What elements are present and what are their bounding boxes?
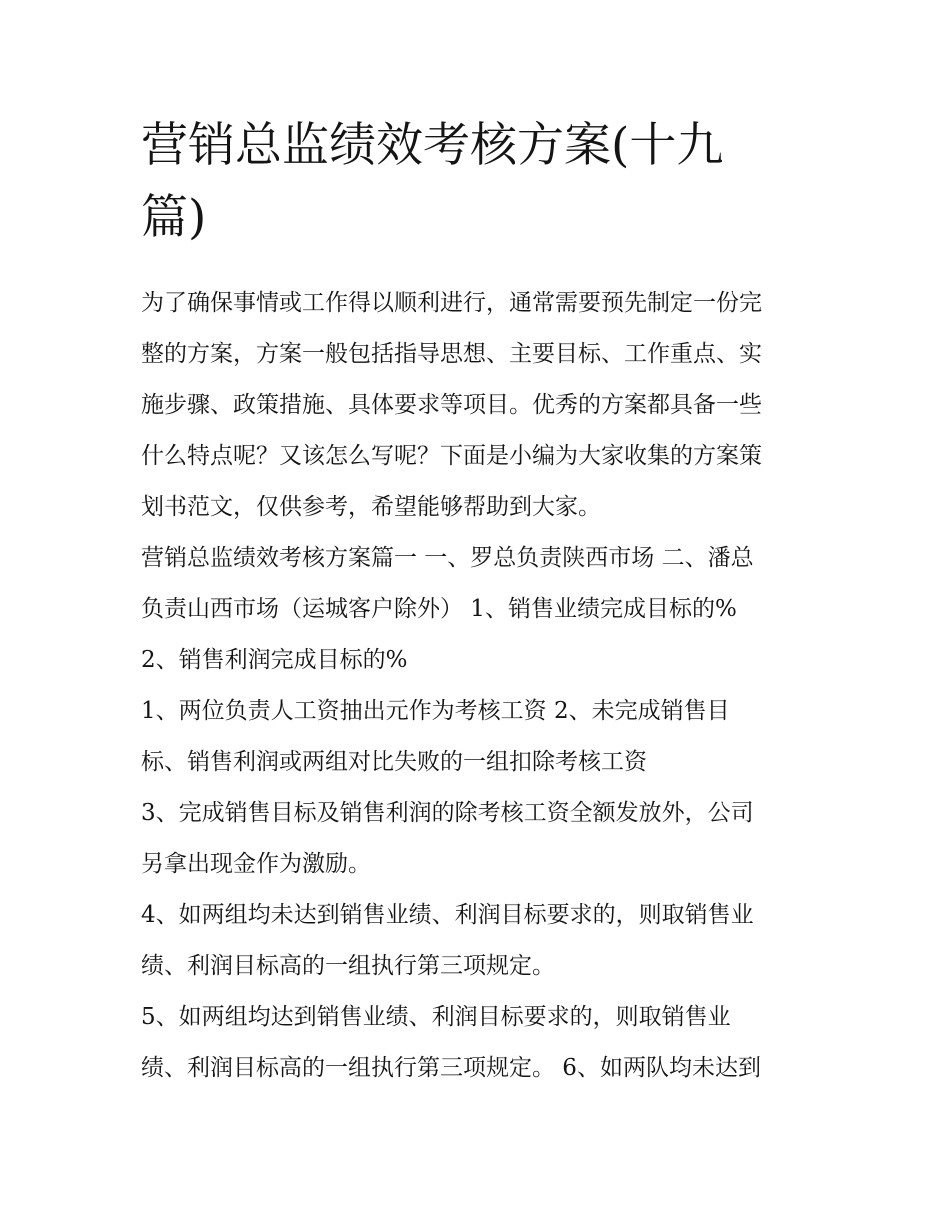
section-one-paragraph — [141, 533, 821, 635]
page-title — [141, 110, 821, 254]
text-line: 绩、利润目标高的一组执行第三项规定。 6、如两队均未达到 — [141, 1055, 761, 1081]
item-paragraph — [141, 992, 821, 1094]
text-line: 5、如两组均达到销售业绩、利润目标要求的，则取销售业 — [141, 1004, 731, 1030]
text-line: 4、如两组均未达到销售业绩、利润目标要求的，则取销售业 — [141, 902, 754, 928]
text-line: 营销总监绩效考核方案篇一 一、罗总负责陕西市场 二、潘总 — [141, 545, 754, 571]
text-line: 施步骤、政策措施、具体要求等项目。优秀的方案都具备一些 — [141, 392, 762, 418]
text-line: 2、销售利润完成目标的% — [141, 647, 408, 673]
text-line: 什么特点呢？又该怎么写呢？下面是小编为大家收集的方案策 — [141, 443, 762, 469]
text-line: 另拿出现金作为激励。 — [141, 851, 371, 877]
text-line: 划书范文，仅供参考，希望能够帮助到大家。 — [141, 494, 601, 520]
item-paragraph — [141, 890, 821, 992]
text-line: 标、销售利润或两组对比失败的一组扣除考核工资 — [141, 749, 647, 775]
text-line: 整的方案，方案一般包括指导思想、主要目标、工作重点、实 — [141, 341, 762, 367]
text-line: 为了确保事情或工作得以顺利进行，通常需要预先制定一份完 — [141, 290, 762, 316]
text-line: 负责山西市场（运城客户除外） 1、销售业绩完成目标的% — [141, 596, 737, 622]
item-paragraph — [141, 635, 821, 686]
intro-paragraph — [141, 278, 821, 533]
text-line: 1、两位负责人工资抽出元作为考核工资 2、未完成销售目 — [141, 698, 730, 724]
document-page — [141, 110, 821, 1094]
title-line: 篇) — [141, 190, 207, 245]
title-line: 营销总监绩效考核方案(十九 — [141, 118, 724, 173]
text-line: 绩、利润目标高的一组执行第三项规定。 — [141, 953, 555, 979]
item-paragraph — [141, 686, 821, 788]
text-line: 3、完成销售目标及销售利润的除考核工资全额发放外，公司 — [141, 800, 754, 826]
item-paragraph — [141, 788, 821, 890]
